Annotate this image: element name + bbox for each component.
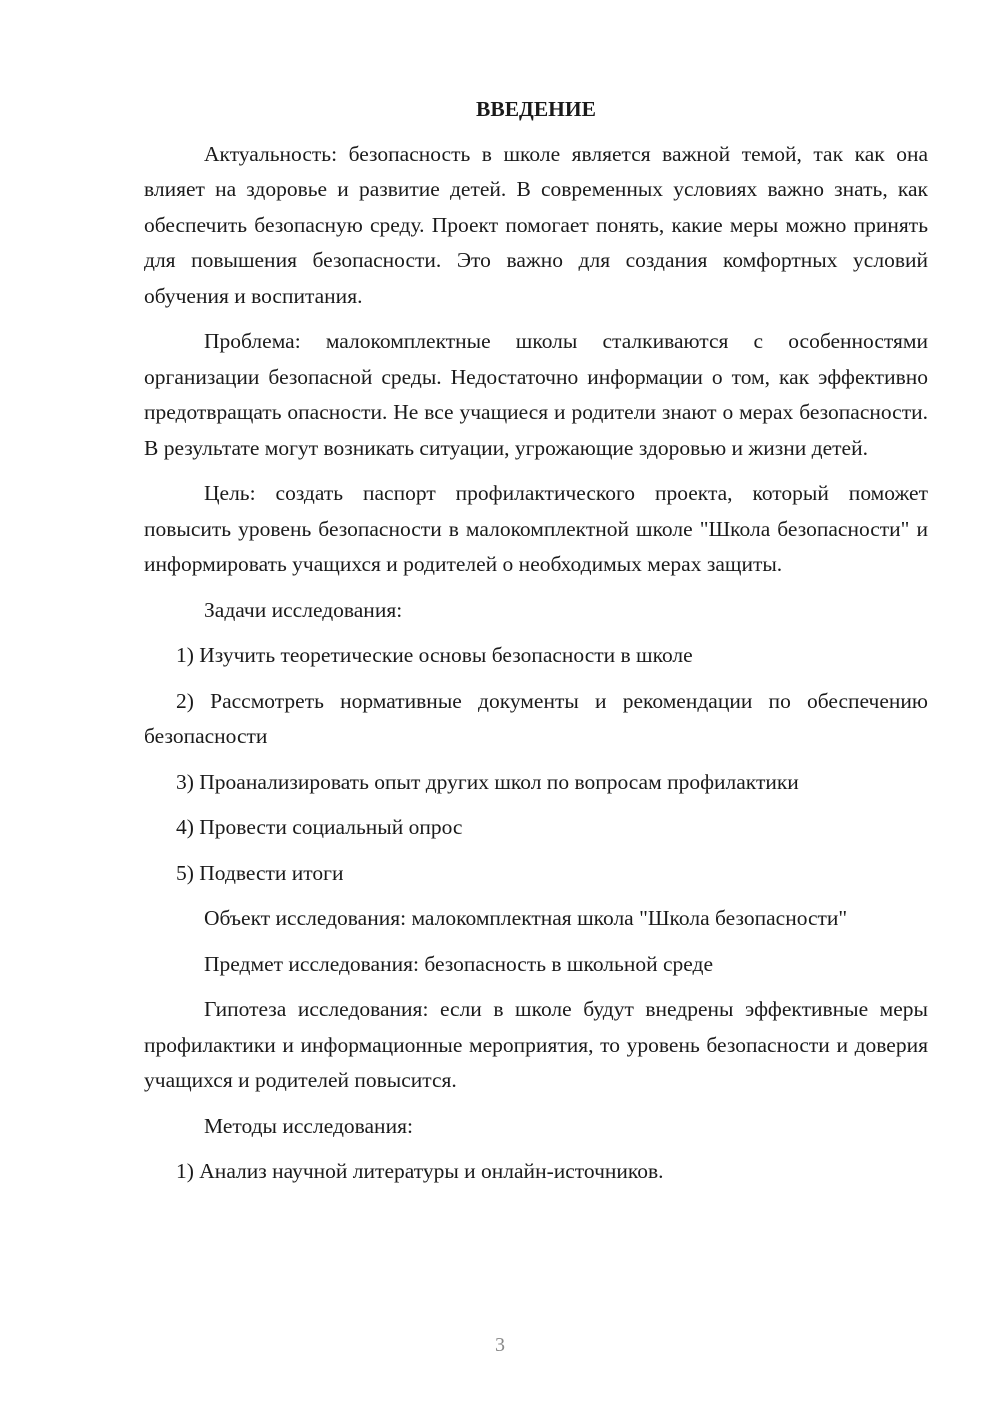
method-item: 1) Анализ научной литературы и онлайн-источников. xyxy=(176,1159,664,1183)
task-item: 2) Рассмотреть нормативные документы и рекомендации по обеспечению безопасности xyxy=(144,688,928,748)
task-item: 4) Провести социальный опрос xyxy=(176,815,463,839)
problem-paragraph: Проблема: малокомплектные школы сталкиваются с особенностями организации безопасной среды. Недостаточно информации о том, как эффективно предотвращать опасности. Не все учащиеся и родители знают о мерах безопасности. В результате могут возникать ситуации, угрожающие здоровью и жизни детей. xyxy=(144,329,928,460)
page-number: 3 xyxy=(495,1334,505,1356)
task-item: 3) Проанализировать опыт других школ по вопросам профилактики xyxy=(176,769,799,794)
goal-paragraph: Цель: создать паспорт профилактического проекта, который поможет повысить уровень безопасности в малокомплектной школе "Школа безопасности" и информировать учащихся и родителей о необходимых мерах защиты. xyxy=(144,481,928,576)
task-item: 5) Подвести итоги xyxy=(176,860,344,885)
object-paragraph: Объект исследования: малокомплектная школа "Школа безопасности" xyxy=(204,906,848,930)
hypothesis-paragraph: Гипотеза исследования: если в школе будут внедрены эффективные меры профилактики и информационные мероприятия, то уровень безопасности и доверия учащихся и родителей повысится. xyxy=(144,997,928,1092)
relevance-paragraph: Актуальность: безопасность в школе является важной темой, так как она влияет на здоровье и развитие детей. В современных условиях важно знать, как обеспечить безопасную среду. Проект помогает понять, какие меры можно принять для повышения безопасности. Это важно для создания комфортных условий обучения и воспитания. xyxy=(144,141,928,308)
subject-paragraph: Предмет исследования: безопасность в школьной среде xyxy=(204,951,714,976)
document-page xyxy=(144,92,928,1200)
methods-heading: Методы исследования: xyxy=(204,1113,413,1138)
section-title: ВВЕДЕНИЕ xyxy=(476,97,596,121)
tasks-heading: Задачи исследования: xyxy=(204,597,403,622)
task-item: 1) Изучить теоретические основы безопасности в школе xyxy=(176,643,693,667)
